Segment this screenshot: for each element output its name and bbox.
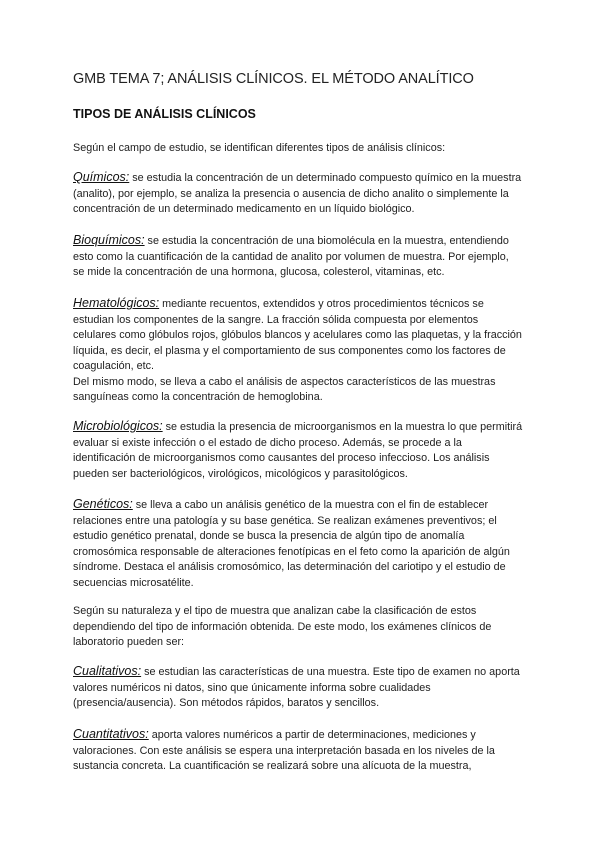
section-heading: TIPOS DE ANÁLISIS CLÍNICOS: [73, 107, 256, 121]
quimicos-text: se estudia la concentración de un determinado compuesto químico en la muestra (analito), por ejemplo, se analiza la presencia o ausencia de dicho analito o simplemente la concentración de un determinado medicamento en un líquido biológico.: [73, 172, 522, 215]
quimicos-paragraph: [73, 170, 523, 218]
hematologicos-paragraph: [73, 296, 523, 406]
intro2-paragraph: Según su naturaleza y el tipo de muestra que analizan cabe la clasificación de estos dependiendo del tipo de información obtenida. De este modo, los exámenes clínicos de laboratorio pueden ser:: [73, 605, 492, 648]
bioquimicos-text: se estudia la concentración de una biomolécula en la muestra, entendiendo esto como la cuantificación de la cantidad de analito por volumen de muestra. Por ejemplo, se mide la concentración de una hormona, glucosa, colesterol, vitaminas, etc.: [73, 235, 509, 278]
cualitativos-term: Cualitativos:: [73, 664, 142, 678]
cuantitativos-term: Cuantitativos:: [73, 727, 149, 741]
cualitativos-text: se estudian las características de una muestra. Este tipo de examen no aporta valores numéricos ni datos, sino que únicamente informa sobre cualidades (presencia/ausencia). Son métodos rápidos, baratos y sencillos.: [73, 666, 520, 709]
cuantitativos-paragraph: [73, 727, 523, 775]
hematologicos-extra: Del mismo modo, se lleva a cabo el análisis de aspectos característicos de las muestras sanguíneas como la concentración de hemoglobina.: [73, 375, 496, 403]
cuantitativos-text: aporta valores numéricos a partir de determinaciones, mediciones y valoraciones. Con este análisis se espera una interpretación basada en los niveles de la sustancia concreta. La cuantificación se realizará sobre una alícuota de la muestra,: [73, 729, 495, 772]
microbiologicos-text: se estudia la presencia de microorganismos en la muestra lo que permitirá evaluar si existe infección o el estado de dicho proceso. Además, se procede a la identificación de microorganismos como causantes del proceso infeccioso. Los análisis pueden ser bacteriológicos, virológicos, micológicos y parasitológicos.: [73, 421, 523, 480]
hematologicos-term: Hematológicos:: [73, 296, 160, 310]
intro-paragraph: Según el campo de estudio, se identifican diferentes tipos de análisis clínicos:: [73, 142, 446, 154]
quimicos-term: Químicos:: [73, 170, 130, 184]
bioquimicos-paragraph: [73, 233, 523, 281]
microbiologicos-paragraph: [73, 419, 523, 482]
geneticos-paragraph: [73, 497, 523, 591]
hematologicos-text: mediante recuentos, extendidos y otros procedimientos técnicos se estudian los componentes de la sangre. La fracción sólida compuesta por elementos celulares como glóbulos rojos, glóbulos blancos y acelulares como las plaquetas, y la fracción líquida, es decir, el plasma y el comportamiento de sus componentes como los factores de coagulación, etc.: [73, 298, 522, 372]
cualitativos-paragraph: [73, 664, 523, 712]
geneticos-term: Genéticos:: [73, 497, 133, 511]
bioquimicos-term: Bioquímicos:: [73, 233, 145, 247]
geneticos-text: se lleva a cabo un análisis genético de la muestra con el fin de establecer relaciones entre una patología y su base genética. Se realizan exámenes preventivos; el estudio genético prenatal, donde se busca la presencia de algún tipo de anomalía cromosómica responsable de alteraciones fenotípicas en el feto como la aparición de algún síndrome. Destaca el análisis cromosómico, las determinación del cariotipo y el estudio de secuencias microsatélite.: [73, 499, 510, 589]
document-title: GMB TEMA 7; ANÁLISIS CLÍNICOS. EL MÉTODO ANALÍTICO: [73, 71, 474, 87]
microbiologicos-term: Microbiológicos:: [73, 419, 163, 433]
